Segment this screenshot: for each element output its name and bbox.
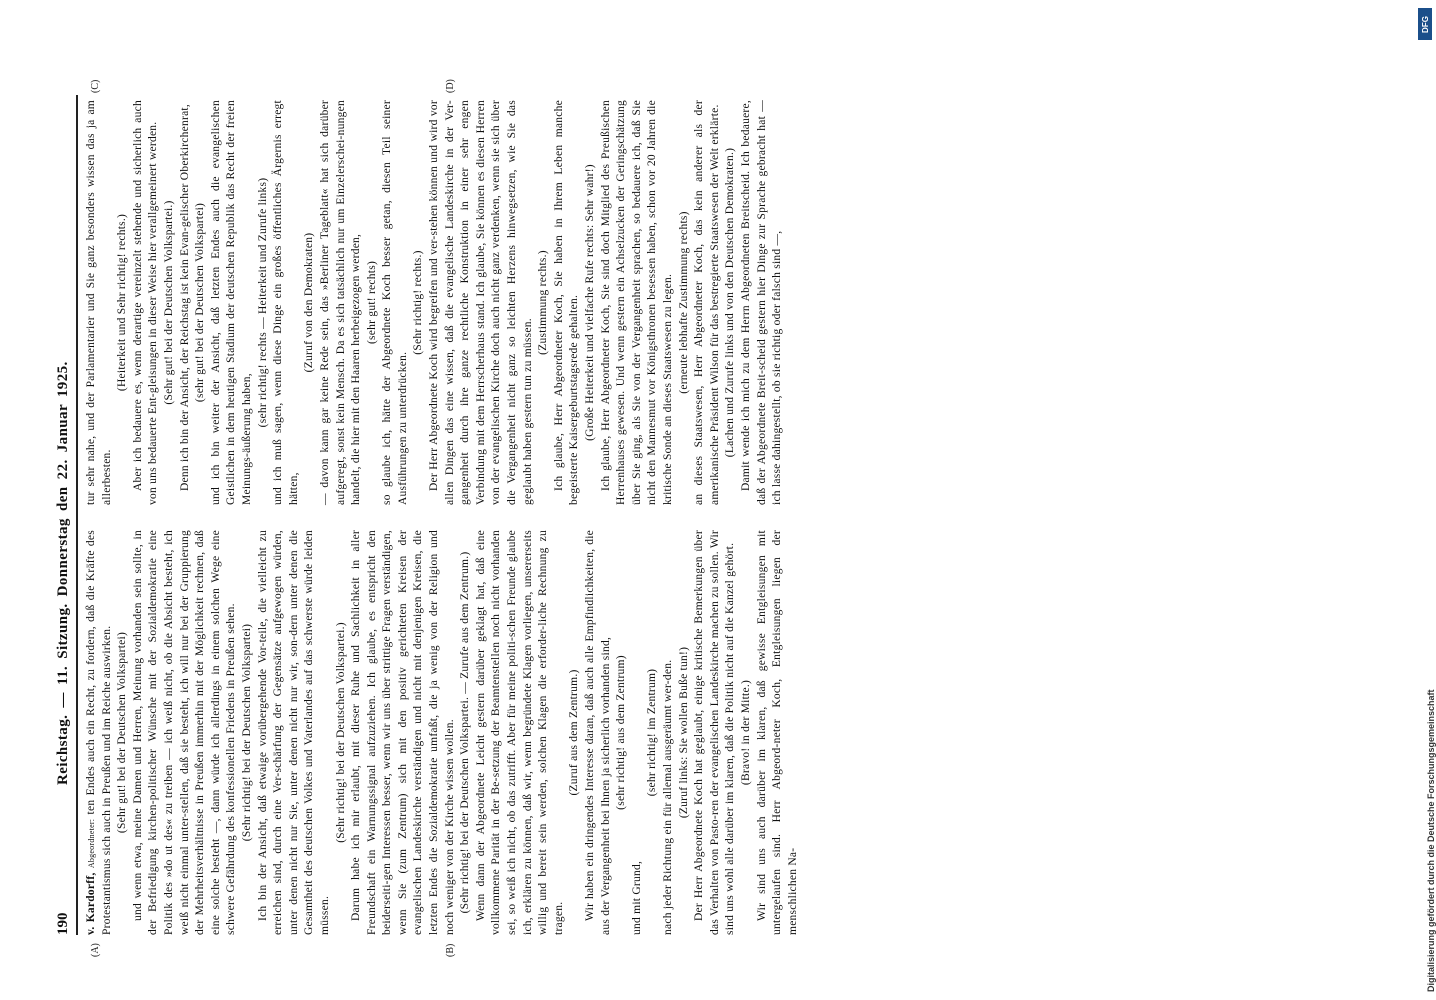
interjection (677, 100, 693, 505)
paragraph-text: so glaube ich, hätte der Abgeordnete Koch besser getan, diesen Teil seiner Ausführungen zu unterdrücken. (381, 100, 409, 505)
paragraph (131, 530, 240, 935)
paragraph-text: (sehr gut! rechts) (365, 260, 378, 345)
interjection (723, 100, 739, 505)
paragraph (474, 530, 568, 935)
interjection (256, 100, 272, 505)
interjection (583, 100, 599, 505)
margin-letter-d: (D) (445, 79, 456, 93)
interjection (739, 530, 755, 935)
funding-note: Digitalisierung gefördert durch die Deutsche Forschungsgemeinschaft (1426, 689, 1436, 992)
page-header (50, 95, 76, 935)
speaker-name: v. Kardorff, (85, 872, 97, 935)
paragraph-text: (Zuruf links: Sie wollen Buße tun!) (677, 646, 690, 819)
interjection (115, 530, 131, 935)
paragraph-text: Wir sind uns auch darüber im klaren, daß gewisse Entgleisungen mit untergelaufen sind. Herr Abgeord-neter Koch, Entgleisungen liegen der menschlichen Na- (755, 530, 799, 935)
right-column (84, 100, 784, 505)
paragraph (755, 530, 802, 935)
document-page (50, 79, 799, 957)
paragraph-text: — davon kann gar keine Rede sein, das »Berliner Tageblatt« hat sich darüber aufgeregt, sonst kein Mensch. Da es sich tatsächlich nur um Einzelerschei-nungen handelt, die hier mit den Haaren herbeigezogen werden, (318, 100, 363, 505)
paragraph (380, 100, 411, 505)
paragraph-text: Der Herr Abgeordnete Koch hat geglaubt, einige kritische Bemerkungen über das Verhalten von Pasto-ren der evangelischen Landeskirche machen zu sollen. Wir sind uns wohl alle darüber im klaren, daß die Politik nicht auf die Kanzel gehört. (693, 530, 737, 935)
interjection (645, 530, 661, 935)
paragraph-text: (Zustimmung rechts.) (537, 250, 550, 355)
paragraph-text: Ich glaube, Herr Abgeordneter Koch, Sie haben in Ihrem Leben manche begeisterte Kaisergeburtstagsrede gehalten. (552, 100, 581, 505)
interjection (411, 100, 427, 505)
paragraph-text: Darum habe ich mir erlaubt, mit dieser Ruhe und Sachlichkeit in aller Freundschaft ein Warnungssignal aufzuziehen. Ich glaube, es entspricht den beiderseiti-gen Interessen besser, wenn wir uns über strittige Fragen verständigen, wenn Sie (zum Zentrum) sich mit den positiv gerichteten Kreisen der evangelischen Landeskirche verständigen und nicht mit denjenigen Kreisen, die letzten Endes die Sozialdemokratie umfaßt, die ja wenig von der Religion und noch weniger von der Kirche wissen wollen. (350, 530, 456, 935)
interjection (614, 530, 630, 935)
interjection (302, 100, 318, 505)
paragraph-text: Aber ich bedauere es, wenn derartige vereinzelt stehende und sicherlich auch von uns bedauerte Ent-gleisungen in dieser Weise hier verallgemeinert werden. (131, 100, 160, 505)
interjection (162, 100, 178, 505)
paragraph (661, 530, 677, 935)
paragraph-text: (Zuruf von den Demokraten) (303, 232, 316, 373)
paragraph-text: (Sehr gut! bei der Deutschen Volkspartei.) (162, 200, 175, 405)
paragraph-text: und ich bin weiter der Ansicht, daß letzten Endes auch die evangelischen Geistlichen in dem heutigen Stadium der deutschen Republik das Recht der freien Meinungs-äußerung haben, (209, 100, 253, 505)
paragraph-text: ten Endes auch ein Recht, zu fordern, daß die Kräfte des Protestantismus sich auch in Preußen und im Reiche auswirken. (85, 529, 113, 935)
paragraph (552, 100, 583, 505)
margin-letter-b: (B) (445, 943, 456, 957)
paragraph (692, 530, 739, 935)
paragraph-text: (Sehr richtig! bei der Deutschen Volkspartei.) (334, 622, 347, 843)
interjection (240, 530, 256, 935)
paragraph-text: (sehr richtig! im Zentrum) (646, 668, 659, 797)
paragraph-text: und mit Grund, (630, 860, 643, 935)
paragraph-text: Denn ich bin der Ansicht, der Reichstag ist kein Evan-gelischer Oberkirchenrat, (178, 104, 191, 491)
dfg-logo: DFG (1418, 8, 1432, 40)
speaker-role: Abgeordneter: (87, 818, 96, 869)
paragraph-text: an dieses Staatswesen, Herr Abgeordneter Koch, das kein anderer als der amerikanische Präsident Wilson für das bestregierte Staatswesen der Welt erklärte. (693, 100, 721, 505)
interjection (334, 530, 350, 935)
paragraph-text: Ich bin der Ansicht, daß etwaige vorübergehende Vor-teile, die vielleicht zu erreichen sind, durch eine Ver-schärfung der Gegensätze aufgewogen würden, unter denen nicht nur Sie, unter denen nicht nur wir, son-dern unter denen die Gesamtheit des deutschen Volkes und Vaterlandes auf das schwerste würde leiden müssen. (256, 530, 331, 935)
interjection (458, 530, 474, 935)
paragraph (427, 100, 536, 505)
paragraph (349, 530, 458, 935)
paragraph-text: (Sehr richtig! bei der Deutschen Volkspartei) (240, 623, 253, 842)
header-rule (76, 95, 78, 935)
paragraph-text: und wenn etwa, meine Damen und Herren, Meinung vorhanden sein sollte, in der Befriedigung kirchen-politischer Wünsche mit der Sozialdemokratie eine Politik des »do ut des« zu treiben — ich weiß nicht, ob die Absicht besteht, ich weiß nicht einmal unter-stellen, daß sie besteht, ich will nur bei der Gruppierung der Mehrheitsverhältnisse in Preußen immerhin mit der Möglichkeit rechnen, daß eine solche besteht —, dann würde ich allerdings in einem solchen Wege eine schwere Gefährdung des konfessionellen Friedens in Preußen sehen. (131, 530, 238, 935)
paragraph-text: und ich muß sagen, wenn diese Dinge ein großes öffentliches Ärgernis erregt hätten, (272, 100, 300, 505)
paragraph-text: Wir haben ein dringendes Interesse daran, daß auch alle Empfindlichkeiten, die aus der Vergangenheit bei Ihnen ja sicherlich vorhanden sind, (584, 530, 612, 935)
paragraph-text: (Zuruf aus dem Zentrum.) (568, 669, 581, 796)
paragraph-text: (Große Heiterkeit und vielfache Rufe rechts: Sehr wahr!) (584, 164, 596, 441)
paragraph-text: (sehr gut! bei der Deutschen Volkspartei) (194, 202, 207, 403)
paragraph-text: (Bravo! in der Mitte.) (739, 679, 752, 786)
paragraph-text: (Sehr richtig! rechts.) (412, 250, 425, 355)
paragraph (739, 100, 786, 505)
interjection (365, 100, 381, 505)
paragraph (271, 100, 302, 505)
paragraph-text: nach jeder Richtung ein für allemal ausgeräumt wer-den. (661, 659, 674, 935)
page-title: Reichstag. — 11. Sitzung. Donnerstag den 22. Januar 1925. (55, 361, 71, 785)
paragraph (583, 530, 614, 935)
paragraph (131, 100, 162, 505)
interjection (536, 100, 552, 505)
paragraph (318, 100, 365, 505)
paragraph-text: (Sehr richtig! bei der Deutschen Volkspartei. — Zurufe aus dem Zentrum.) (459, 551, 472, 914)
interjection (677, 530, 693, 935)
paragraph (84, 100, 115, 505)
interjection (567, 530, 583, 935)
left-column (84, 529, 799, 935)
paragraph-text: Der Herr Abgeordnete Koch wird begreifen und ver-stehen können und wird vor allen Dingen das eine wissen, daß die evangelische Landeskirche in der Ver-gangenheit durch ihre ganze rechtliche Konstruktion in einer sehr engen Verbindung mit dem Herrscherhaus stand. Ich glaube, Sie können es diesen Herren von der evangelischen Kirche doch auch nicht ganz verdenken, wenn sie sich über die Vergangenheit nicht ganz so leichten Herzens hinwegsetzen, wie Sie das geglaubt haben gestern tun zu müssen. (428, 100, 534, 505)
margin-letter-a: (A) (90, 943, 101, 957)
paragraph-text: (sehr richtig! aus dem Zentrum) (615, 655, 628, 810)
page-number: 190 (55, 912, 71, 935)
paragraph-text: (Sehr gut! bei der Deutschen Volkspartei) (116, 631, 129, 834)
interjection (193, 100, 209, 505)
paragraph (209, 100, 256, 505)
paragraph-text: (sehr richtig! rechts — Heiterkeit und Zurufe links) (256, 177, 269, 428)
paragraph (692, 100, 723, 505)
paragraph (599, 100, 677, 505)
margin-letter-c: (C) (90, 79, 101, 93)
paragraph-text: (Heiterkeit und Sehr richtig! rechts.) (116, 213, 129, 392)
paragraph-text: Damit wende ich mich zu dem Herrn Abgeordneten Breitscheid. Ich bedauere, daß der Abgeordnete Breit-scheid gestern hier Dinge zur Sprache gebracht hat — ich lasse dahingestellt, ob sie richtig oder falsch sind —, (739, 100, 784, 505)
paragraph-text: (erneute lebhafte Zustimmung rechts) (677, 211, 690, 394)
paragraph (630, 530, 646, 935)
paragraph-text: Wenn dann der Abgeordnete Leicht gestern darüber geklagt hat, daß eine vollkommene Parität in der Be-setzung der Beamtenstellen noch nicht vorhanden sei, so weiß ich nicht, ob das zutrifft. Aber für meine politi-schen Freunde glaube ich, erklären zu können, daß wir, wenn begründete Klagen vorliegen, unsererseits willig und bereit sein werden, solchen Klagen die erforder-liche Rechnung zu tragen. (474, 530, 565, 935)
interjection (115, 100, 131, 505)
paragraph-text: Ich glaube, Herr Abgeordneter Koch, Sie sind doch Mitglied des Preußischen Herrenhauses gewesen. Und wenn gestern ein Achselzucken der Geringschätzung über Sie ging, als Sie von der Vergangenheit sprachen, so bedauere ich, daß Sie nicht den Mannesmut vor Königsthronen besessen haben, schon vor 20 Jahren die kritische Sonde an dieses Staatswesen zu legen. (599, 100, 674, 505)
paragraph (178, 100, 194, 505)
paragraph (256, 530, 334, 935)
paragraph-text: tur sehr nahe, und der Parlamentarier und Sie ganz besonders wissen das ja am allerbesten. (85, 100, 113, 505)
paragraph-text: (Lachen und Zurufe links und von den Deutschen Demokraten.) (724, 147, 737, 458)
paragraph (84, 530, 115, 935)
